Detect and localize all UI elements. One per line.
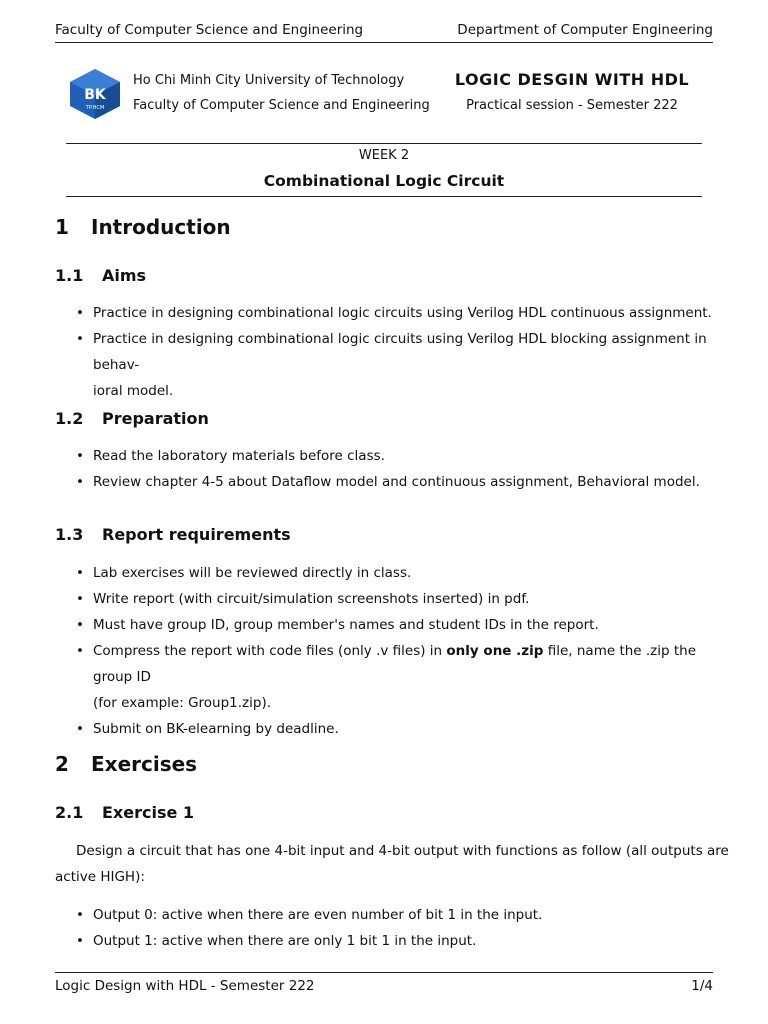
title-rule-top [66,143,702,144]
list-item: • Compress the report with code files (only .v files) in only one .zip file, name the .zip the group ID (for example: Group1.zip). [76,638,714,716]
list-item: • Must have group ID, group member's names and student IDs in the report. [76,612,714,638]
institution-name: Ho Chi Minh City University of Technology [133,73,405,88]
exercise1-outputs-list [76,902,714,954]
title-rule-bottom [66,196,702,197]
header-right: Department of Computer Engineering [457,22,713,38]
logo-subtext: TP.HCM [85,105,105,111]
section-title: Introduction [91,215,231,239]
list-item: • Practice in designing combinational logic circuits using Verilog HDL blocking assignment in behav- ioral model. [76,326,714,404]
list-item: • Output 0: active when there are even number of bit 1 in the input. [76,902,714,928]
week-title: Combinational Logic Circuit [263,172,505,190]
subsection-aims-heading: 1.1 Aims [55,266,147,285]
report-requirements-list [76,560,714,742]
footer-rule [55,972,713,973]
zip-emphasis: only one .zip [446,643,544,659]
list-item: • Submit on BK-elearning by deadline. [76,716,714,742]
list-item: • Output 1: active when there are only 1 bit 1 in the input. [76,928,714,954]
exercise1-description: Design a circuit that has one 4-bit input and 4-bit output with functions as follow (all outputs are active HIGH): [55,843,729,885]
list-item: • Practice in designing combinational logic circuits using Verilog HDL continuous assignment. [76,300,714,326]
list-item: • Review chapter 4-5 about Dataflow model and continuous assignment, Behavioral model. [76,469,714,495]
page-number: 1/4 [691,978,713,994]
section-exercises-heading: 2 Exercises [55,752,198,776]
logo-text: BK [84,87,106,103]
header-left: Faculty of Computer Science and Engineering [55,22,364,38]
subsection-exercise1-heading: 2.1 Exercise 1 [55,803,195,822]
course-title: LOGIC DESGIN WITH HDL [454,70,690,89]
list-item: • Read the laboratory materials before class. [76,443,714,469]
header-rule [55,42,713,43]
list-item: • Lab exercises will be reviewed directly in class. [76,560,714,586]
course-subtitle: Practical session - Semester 222 [466,98,678,113]
university-logo [66,68,124,120]
week-label: WEEK 2 [358,148,410,163]
preparation-list [76,443,714,495]
footer-left: Logic Design with HDL - Semester 222 [55,978,315,994]
section-number: 1 [55,215,69,239]
section-introduction-heading [55,215,231,239]
aims-list [76,300,714,404]
faculty-name: Faculty of Computer Science and Engineering [133,98,430,113]
list-item: • Write report (with circuit/simulation screenshots inserted) in pdf. [76,586,714,612]
subsection-report-heading: 1.3 Report requirements [55,525,291,544]
subsection-preparation-heading: 1.2 Preparation [55,409,209,428]
